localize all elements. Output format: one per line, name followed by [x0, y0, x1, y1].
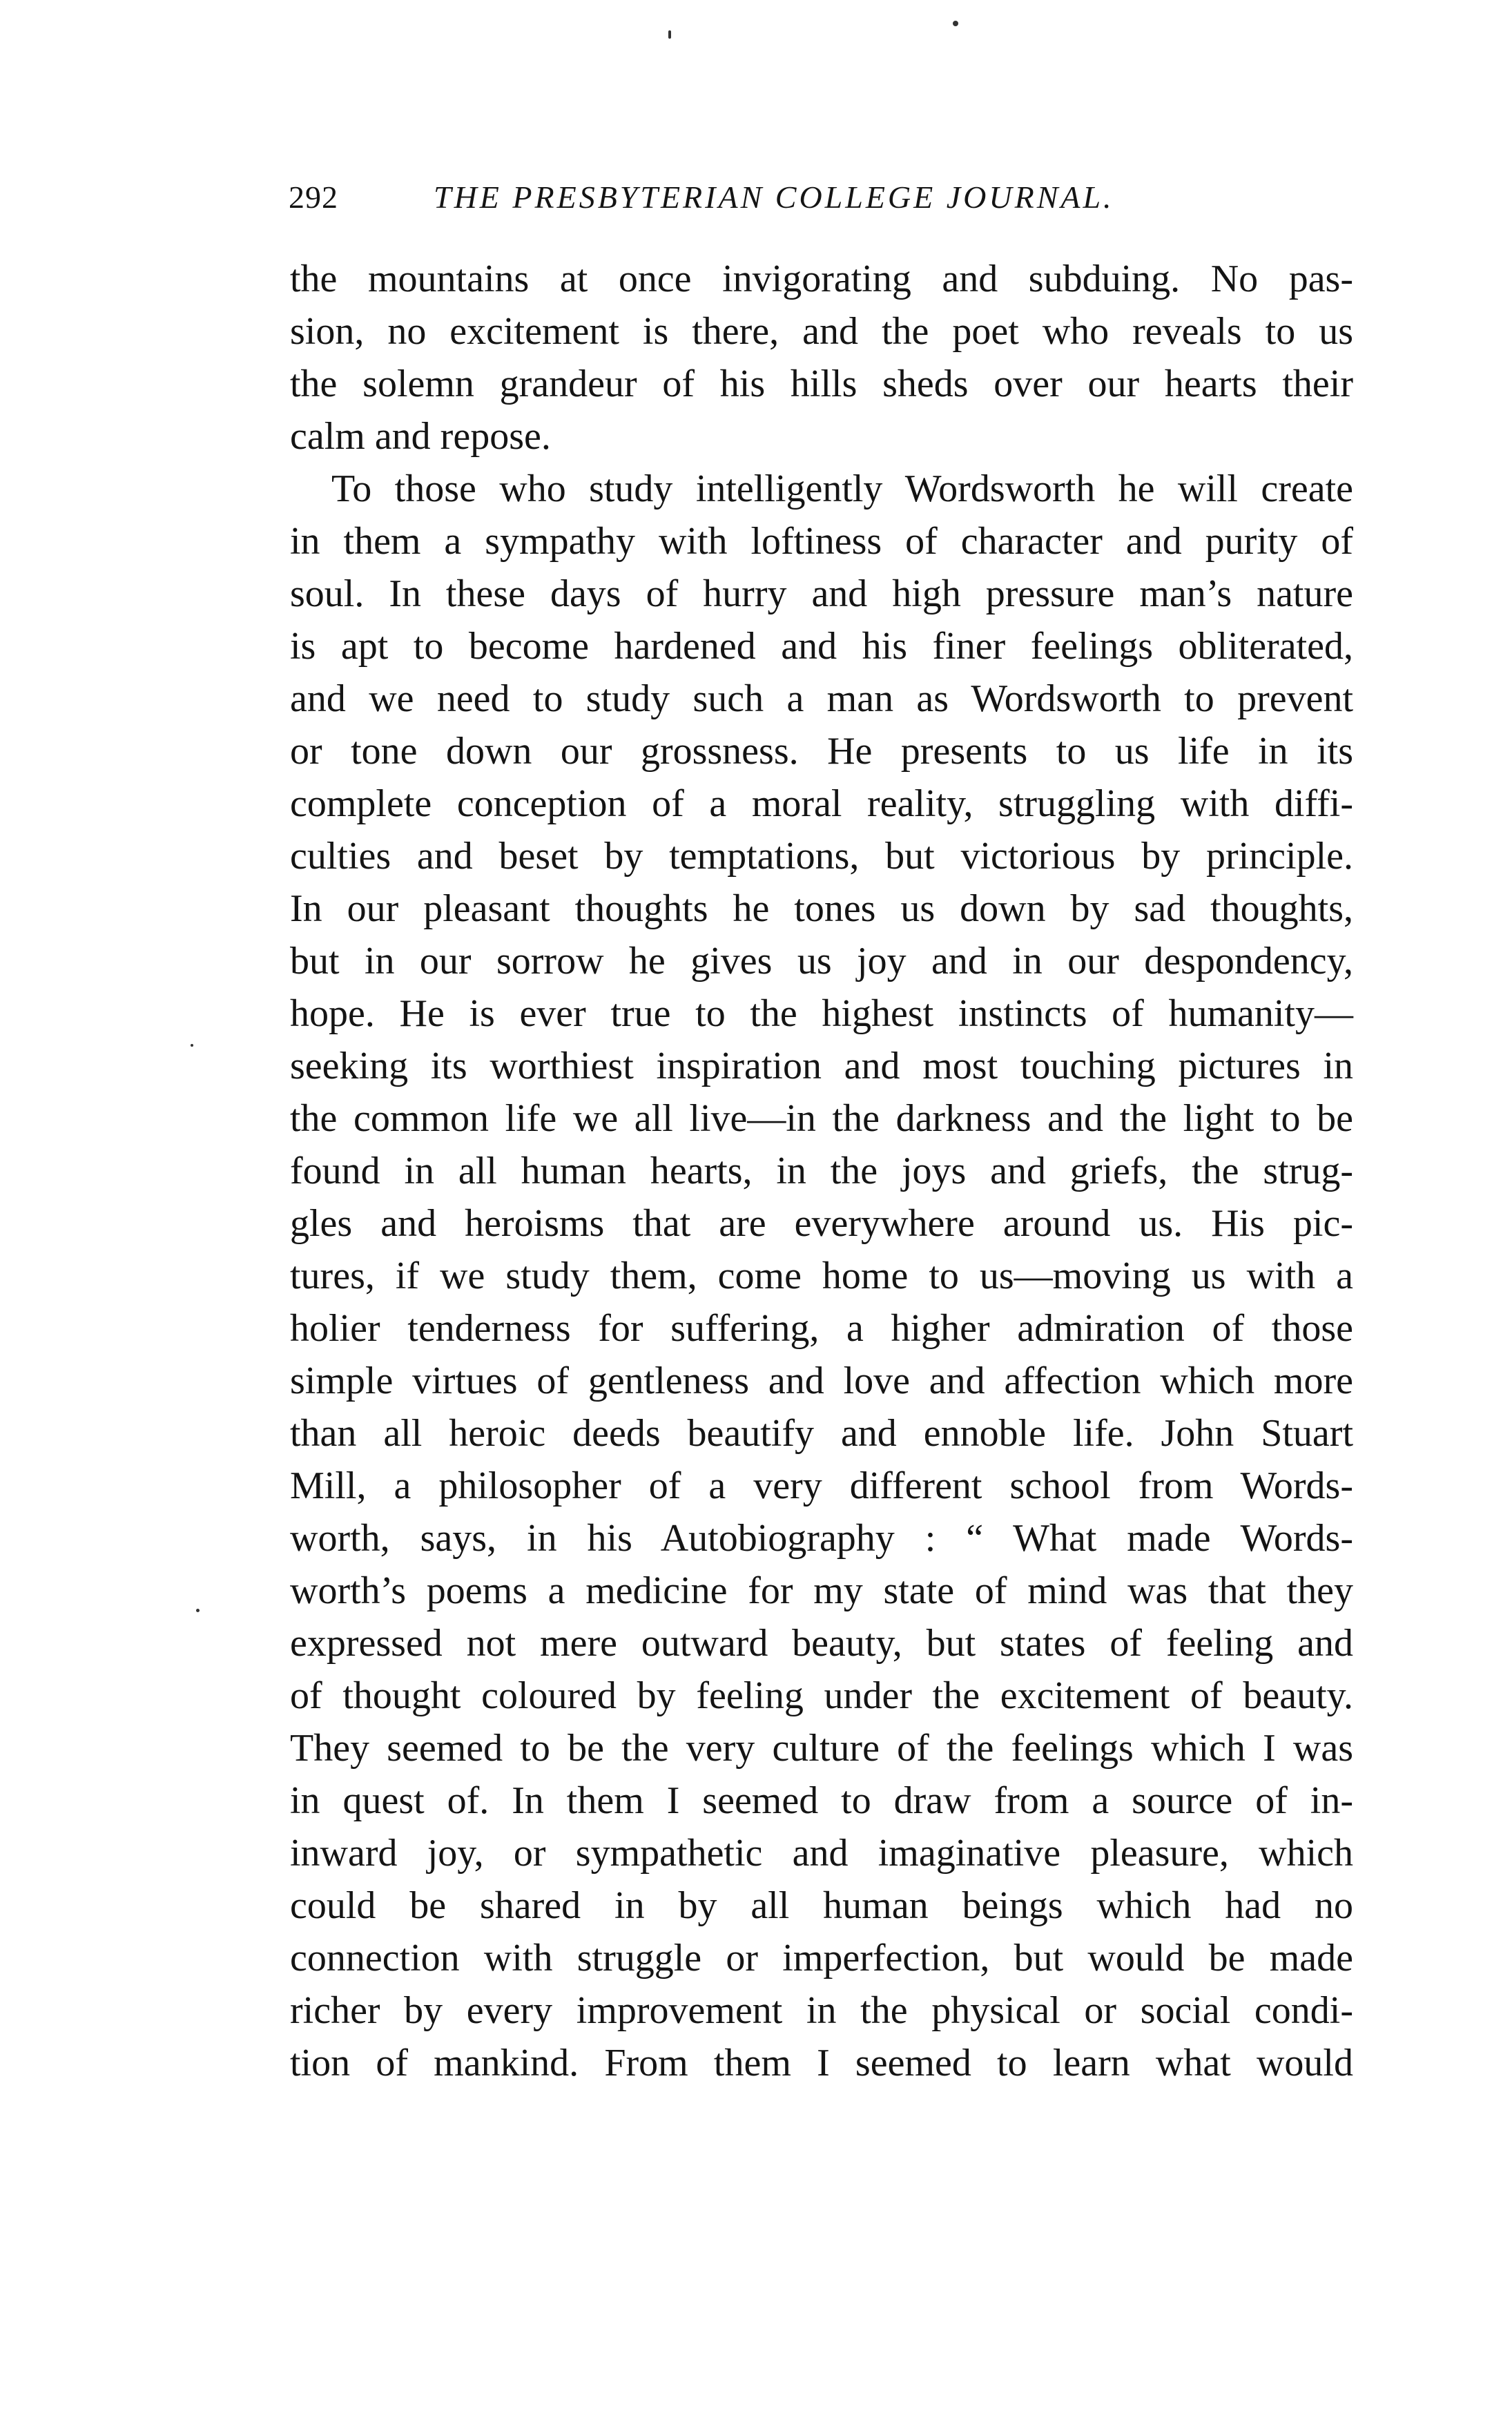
text-line: could be shared in by all human beings which had no: [290, 1884, 1353, 1927]
running-title: THE PRESBYTERIAN COLLEGE JOURNAL.: [434, 180, 1114, 215]
text-line: soul. In these days of hurry and high pressure man’s nature: [290, 572, 1353, 615]
text-line: the solemn grandeur of his hills sheds over our hearts their: [290, 362, 1353, 405]
text-line: found in all human hearts, in the joys and griefs, the strug-: [290, 1150, 1353, 1192]
text-line: worth’s poems a medicine for my state of mind was that they: [290, 1569, 1353, 1612]
body-text: [290, 253, 1353, 2089]
page-header: [289, 170, 1366, 225]
text-line: in them a sympathy with loftiness of character and purity of: [290, 520, 1353, 563]
text-line: the common life we all live—in the darkness and the light to be: [290, 1097, 1353, 1140]
text-line: the mountains at once invigorating and subduing. No pas-: [290, 258, 1353, 300]
text-line: inward joy, or sympathetic and imaginative pleasure, which: [290, 1832, 1353, 1875]
scan-speck: [953, 21, 958, 26]
text-line: tures, if we study them, come home to us—moving us with a: [290, 1255, 1353, 1297]
text-line: worth, says, in his Autobiography : “ What made Words-: [290, 1517, 1353, 1560]
text-line: gles and heroisms that are everywhere around us. His pic-: [290, 1202, 1353, 1245]
text-line: is apt to become hardened and his finer feelings obliterated,: [290, 625, 1353, 668]
page-number: 292: [289, 180, 338, 215]
text-line: They seemed to be the very culture of the feelings which I was: [290, 1727, 1353, 1770]
text-line: than all heroic deeds beautify and ennoble life. John Stuart: [290, 1412, 1353, 1455]
text-line: holier tenderness for suffering, a higher admiration of those: [290, 1307, 1353, 1350]
text-line: but in our sorrow he gives us joy and in our despondency,: [290, 940, 1353, 982]
text-line: culties and beset by temptations, but victorious by principle.: [290, 835, 1353, 878]
text-line: simple virtues of gentleness and love and affection which more: [290, 1359, 1353, 1402]
text-line: of thought coloured by feeling under the excitement of beauty.: [290, 1674, 1353, 1717]
text-line: or tone down our grossness. He presents to us life in its: [290, 730, 1353, 773]
text-line: expressed not mere outward beauty, but states of feeling and: [290, 1622, 1353, 1665]
scan-speck: [191, 1044, 193, 1047]
text-line: richer by every improvement in the physical or social condi-: [290, 1989, 1353, 2032]
text-line: Mill, a philosopher of a very different school from Words-: [290, 1464, 1353, 1507]
text-line: and we need to study such a man as Wordsworth to prevent: [290, 677, 1353, 720]
text-line: In our pleasant thoughts he tones us down by sad thoughts,: [290, 887, 1353, 930]
scan-speck: [196, 1609, 200, 1612]
text-line: connection with struggle or imperfection, but would be made: [290, 1937, 1353, 1979]
scan-speck: [668, 30, 671, 39]
text-line: hope. He is ever true to the highest instincts of humanity—: [290, 992, 1353, 1035]
text-line: seeking its worthiest inspiration and most touching pictures in: [290, 1045, 1353, 1087]
text-line: in quest of. In them I seemed to draw from a source of in-: [290, 1779, 1353, 1822]
text-line: complete conception of a moral reality, struggling with diffi-: [290, 782, 1353, 825]
text-line: tion of mankind. From them I seemed to learn what would: [290, 2042, 1353, 2084]
text-line: calm and repose.: [290, 415, 551, 458]
text-line: sion, no excitement is there, and the poet who reveals to us: [290, 310, 1353, 353]
paragraph-start-line: To those who study intelligently Wordsworth he will create: [331, 467, 1353, 510]
